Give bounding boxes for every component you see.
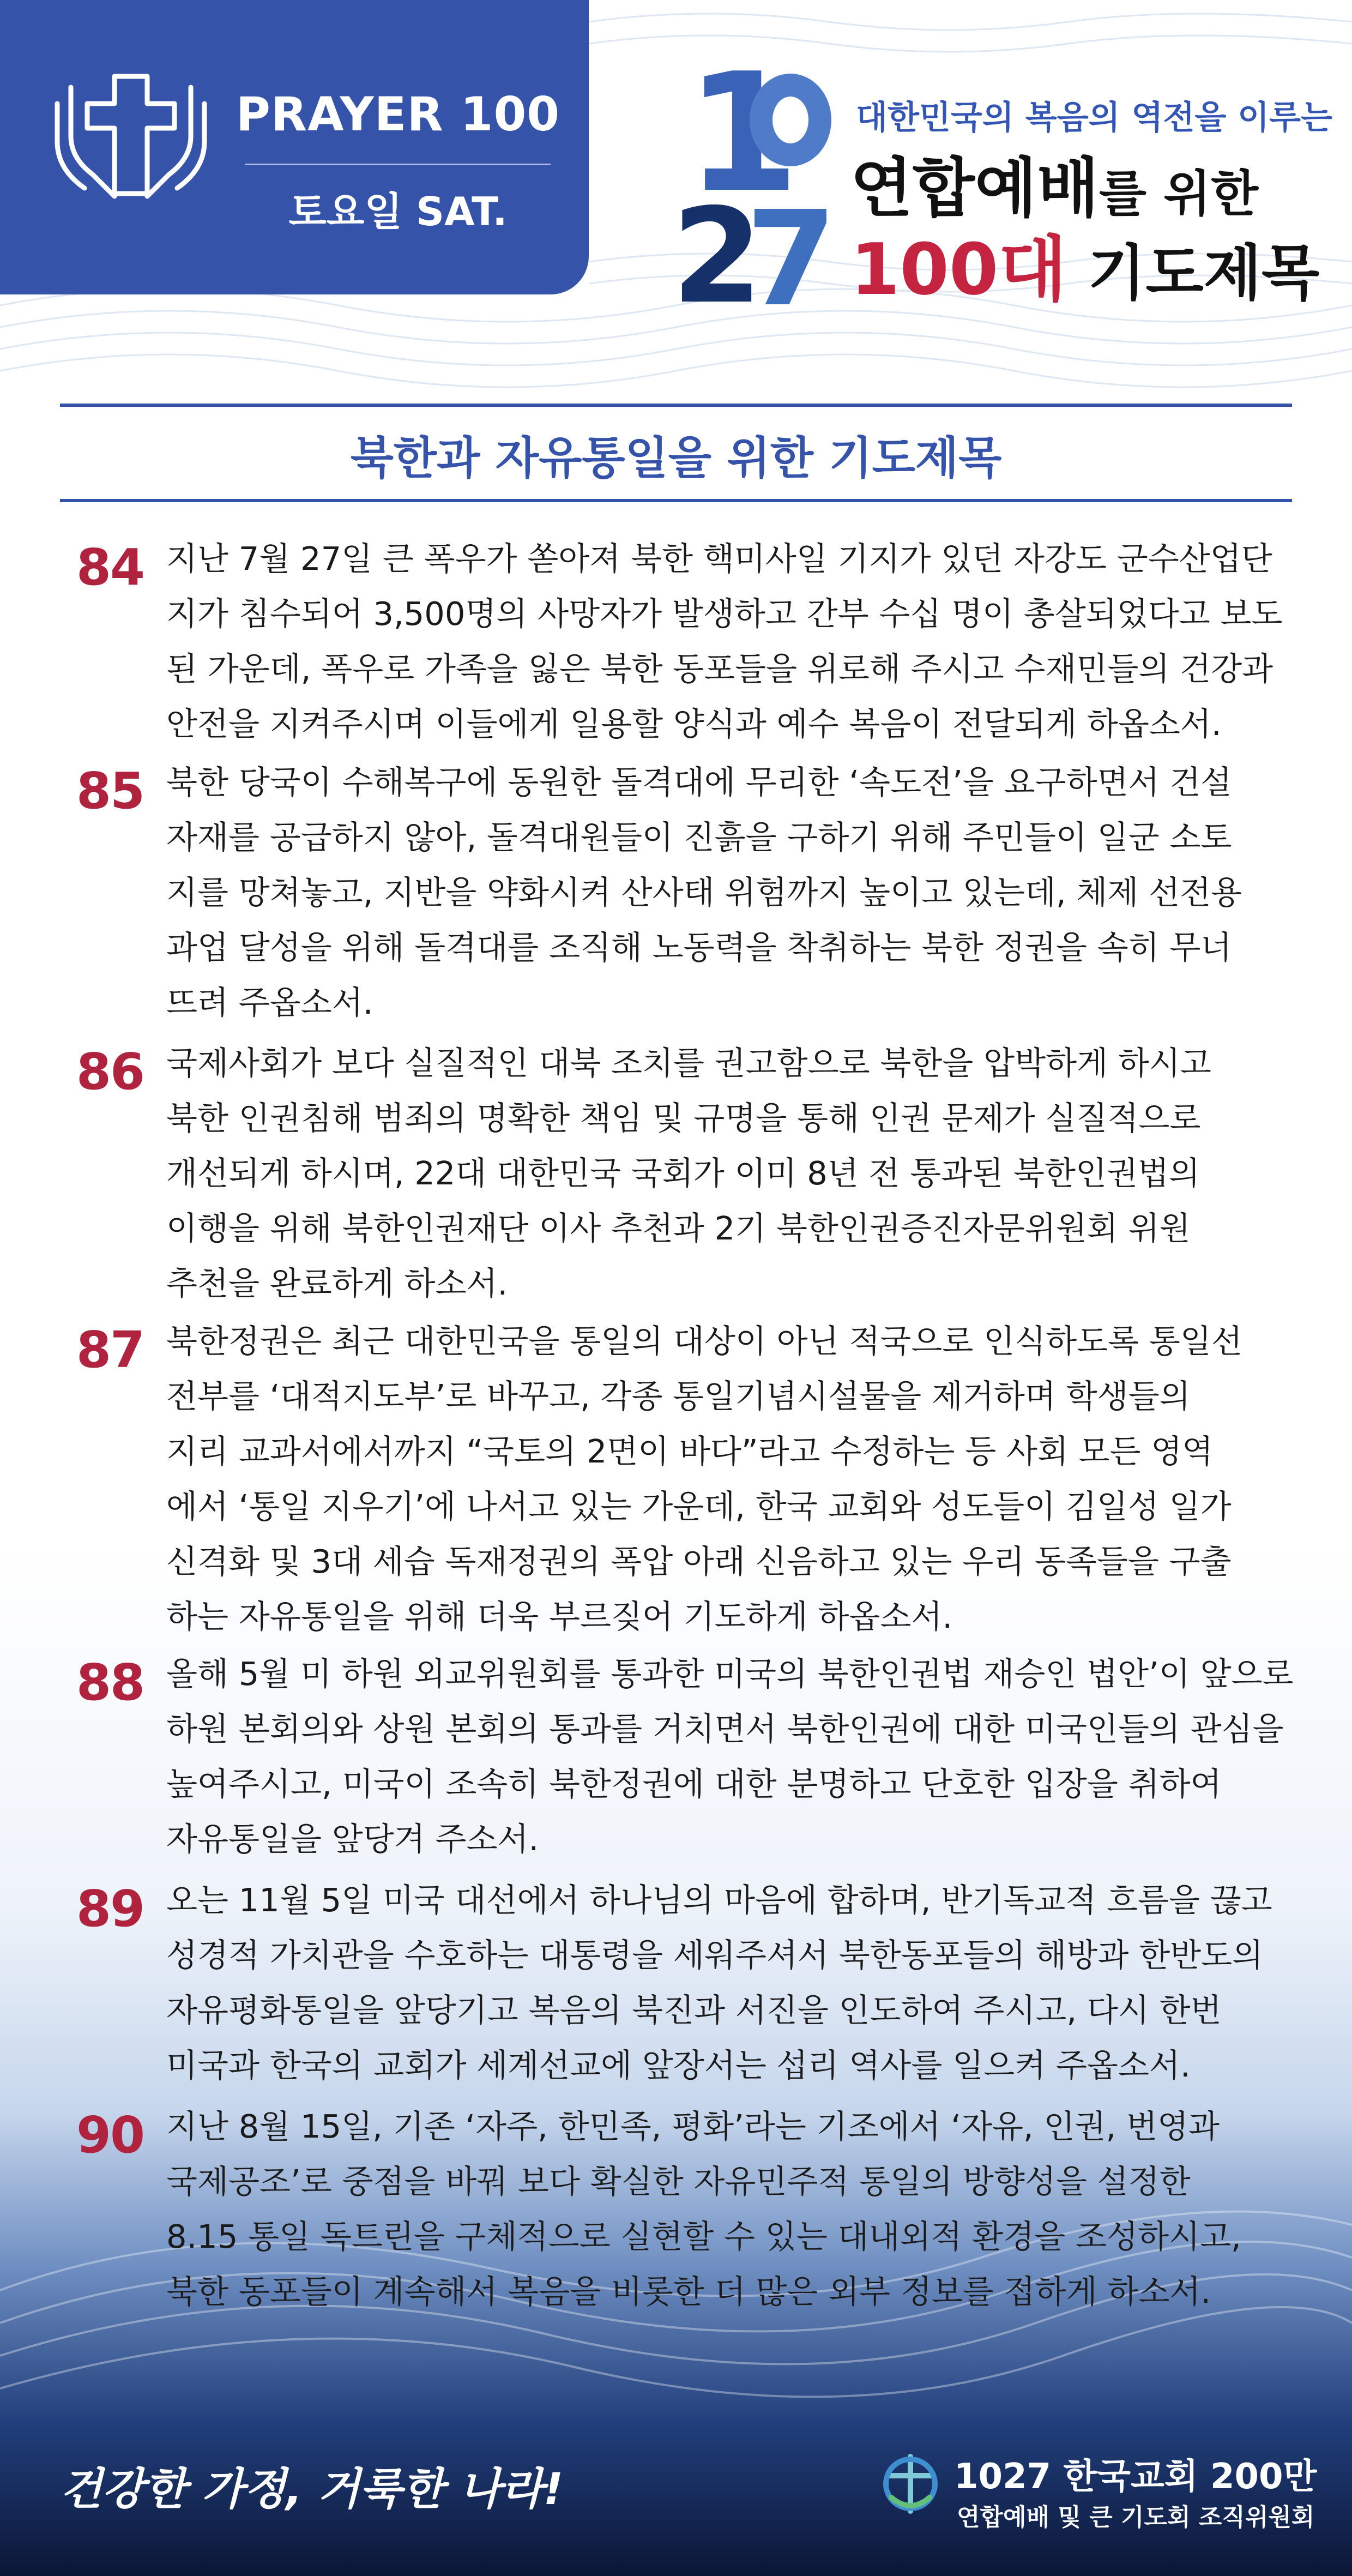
prayer-number: 84 <box>76 538 144 597</box>
prayer-text-line: 이행을 위해 북한인권재단 이사 추천과 2기 북한인권증진자문위원회 위원 <box>166 1209 1191 1247</box>
prayer-text-line: 지난 8월 15일, 기존 ‘자주, 한민족, 평화’라는 기조에서 ‘자유, 인권, 번영과 <box>166 2108 1220 2145</box>
prayer-text-line: 8.15 통일 독트린을 구체적으로 실현할 수 있는 대내외적 환경을 조성하시고, <box>166 2218 1241 2255</box>
prayer-text-line: 지를 망쳐놓고, 지반을 약화시켜 산사태 위험까지 높이고 있는데, 체제 선전용 <box>166 874 1242 911</box>
prayer-number: 88 <box>76 1653 144 1712</box>
section-rule-top <box>60 404 1292 407</box>
prayer-text-line: 오는 11월 5일 미국 대선에서 하나님의 마음에 합하며, 반기독교적 흐름을 끊고 <box>166 1881 1272 1919</box>
footer-slogan: 건강한 가정, 거룩한 나라! <box>60 2464 564 2514</box>
prayer-text-line: 미국과 한국의 교회가 세계선교에 앞장서는 섭리 역사를 일으켜 주옵소서. <box>166 2047 1191 2084</box>
prayer-text-line: 자재를 공급하지 않아, 돌격대원들이 진흙을 구하기 위해 주민들이 일군 소토 <box>166 818 1232 856</box>
logo-digit-0 <box>750 74 831 166</box>
prayer-number: 87 <box>76 1321 144 1379</box>
headline-small: 를 위한 <box>1098 165 1259 222</box>
badge-divider <box>245 164 551 165</box>
prayer-text-line: 성경적 가치관을 수호하는 대통령을 세워주셔서 북한동포들의 해방과 한반도의 <box>166 1936 1264 1974</box>
prayer-text-line: 올해 5월 미 하원 외교위원회를 통과한 미국의 북한인권법 재승인 법안’이 앞으로 <box>166 1655 1294 1693</box>
prayer-text-line: 신격화 및 3대 세습 독재정권의 폭압 아래 신음하고 있는 우리 동족들을 구출 <box>166 1543 1232 1580</box>
headline-number: 100대 <box>850 228 1067 311</box>
prayer-text-line: 북한정권은 최근 대한민국을 통일의 대상이 아닌 적국으로 인식하도록 통일선 <box>166 1322 1242 1360</box>
prayer-number: 85 <box>76 762 144 820</box>
org-name-line2: 연합예배 및 큰 기도회 조직위원회 <box>957 2503 1315 2531</box>
prayer-text-line: 북한 동포들이 계속해서 복음을 비롯한 더 많은 외부 정보를 접하게 하소서. <box>166 2273 1211 2310</box>
prayer-text-line: 과업 달성을 위해 돌격대를 조직해 노동력을 착취하는 북한 정권을 속히 무너 <box>166 929 1232 966</box>
prayer-text-line: 지가 침수되어 3,500명의 사망자가 발생하고 간부 수십 명이 총살되었다고 보도 <box>166 595 1283 633</box>
prayer-text-line: 지리 교과서에서까지 “국토의 2면이 바다”라고 수정하는 등 사회 모든 영역 <box>166 1433 1214 1470</box>
prayer-text-line: 에서 ‘통일 지우기’에 나서고 있는 가운데, 한국 교회와 성도들이 김일성 일가 <box>166 1488 1232 1525</box>
badge-day: 토요일 SAT. <box>288 189 508 234</box>
logo-digit-1: 1 <box>686 38 800 228</box>
prayer-text-line: 지난 7월 27일 큰 폭우가 쏟아져 북한 핵미사일 기지가 있던 자강도 군수산업단 <box>166 540 1272 577</box>
sub-headline: 대한민국의 복음의 역전을 이루는 <box>856 99 1333 137</box>
prayer-text-line: 북한 당국이 수해복구에 동원한 돌격대에 무리한 ‘속도전’을 요구하면서 건설 <box>166 763 1232 801</box>
prayer-number: 90 <box>76 2106 144 2164</box>
prayer-text-line: 자유평화통일을 앞당기고 복음의 북진과 서진을 인도하여 주시고, 다시 한번 <box>166 1991 1222 2029</box>
header-badge <box>0 0 589 294</box>
headline-big: 연합예배 <box>850 151 1099 226</box>
prayer-text-line: 개선되게 하시며, 22대 대한민국 국회가 이미 8년 전 통과된 북한인권법의 <box>166 1154 1200 1192</box>
prayer-text-line: 뜨려 주옵소서. <box>166 984 373 1021</box>
section-title: 북한과 자유통일을 위한 기도제목 <box>350 432 1002 484</box>
prayer-text-line: 높여주시고, 미국이 조속히 북한정권에 대한 분명하고 단호한 입장을 취하여 <box>166 1765 1222 1803</box>
badge-title: PRAYER 100 <box>236 87 560 142</box>
logo-digit-7: 7 <box>746 183 837 335</box>
prayer-text-line: 안전을 지켜주시며 이들에게 일용할 양식과 예수 복음이 전달되게 하옵소서. <box>166 705 1222 743</box>
prayer-number: 86 <box>76 1043 144 1101</box>
praying-hands-cross-icon <box>38 65 224 207</box>
prayer-text-line: 국제공조’로 중점을 바꿔 보다 확실한 자유민주적 통일의 방향성을 설정한 <box>166 2163 1191 2200</box>
prayer-text-line: 북한 인권침해 범죄의 명확한 책임 및 규명을 통해 인권 문제가 실질적으로 <box>166 1099 1201 1137</box>
prayer-text-line: 하원 본회의와 상원 본회의 통과를 거치면서 북한인권에 대한 미국인들의 관심을 <box>166 1710 1284 1748</box>
org-name-line1: 1027 한국교회 200만 <box>954 2457 1317 2497</box>
main-headline-2 <box>850 213 1319 315</box>
prayer-text-line: 된 가운데, 폭우로 가족을 잃은 북한 동포들을 위로해 주시고 수재민들의 건강과 <box>166 650 1273 688</box>
prayer-number: 89 <box>76 1880 144 1938</box>
prayer-text-line: 자유통일을 앞당겨 주소서. <box>166 1820 539 1858</box>
headline-end: 기도제목 <box>1066 238 1320 308</box>
prayer-text-line: 추천을 완료하게 하소서. <box>166 1265 508 1302</box>
logo-digit-2: 2 <box>672 180 763 333</box>
prayer-text-line: 국제사회가 보다 실질적인 대북 조치를 권고함으로 북한을 압박하게 하시고 <box>166 1044 1211 1082</box>
prayer-text-line: 전부를 ‘대적지도부’로 바꾸고, 각종 통일기념시설물을 제거하며 학생들의 <box>166 1377 1191 1415</box>
org-logo-icon <box>878 2451 943 2517</box>
section-rule-bottom <box>60 499 1292 502</box>
prayer-text-line: 하는 자유통일을 위해 더욱 부르짖어 기도하게 하옵소서. <box>166 1598 953 1635</box>
